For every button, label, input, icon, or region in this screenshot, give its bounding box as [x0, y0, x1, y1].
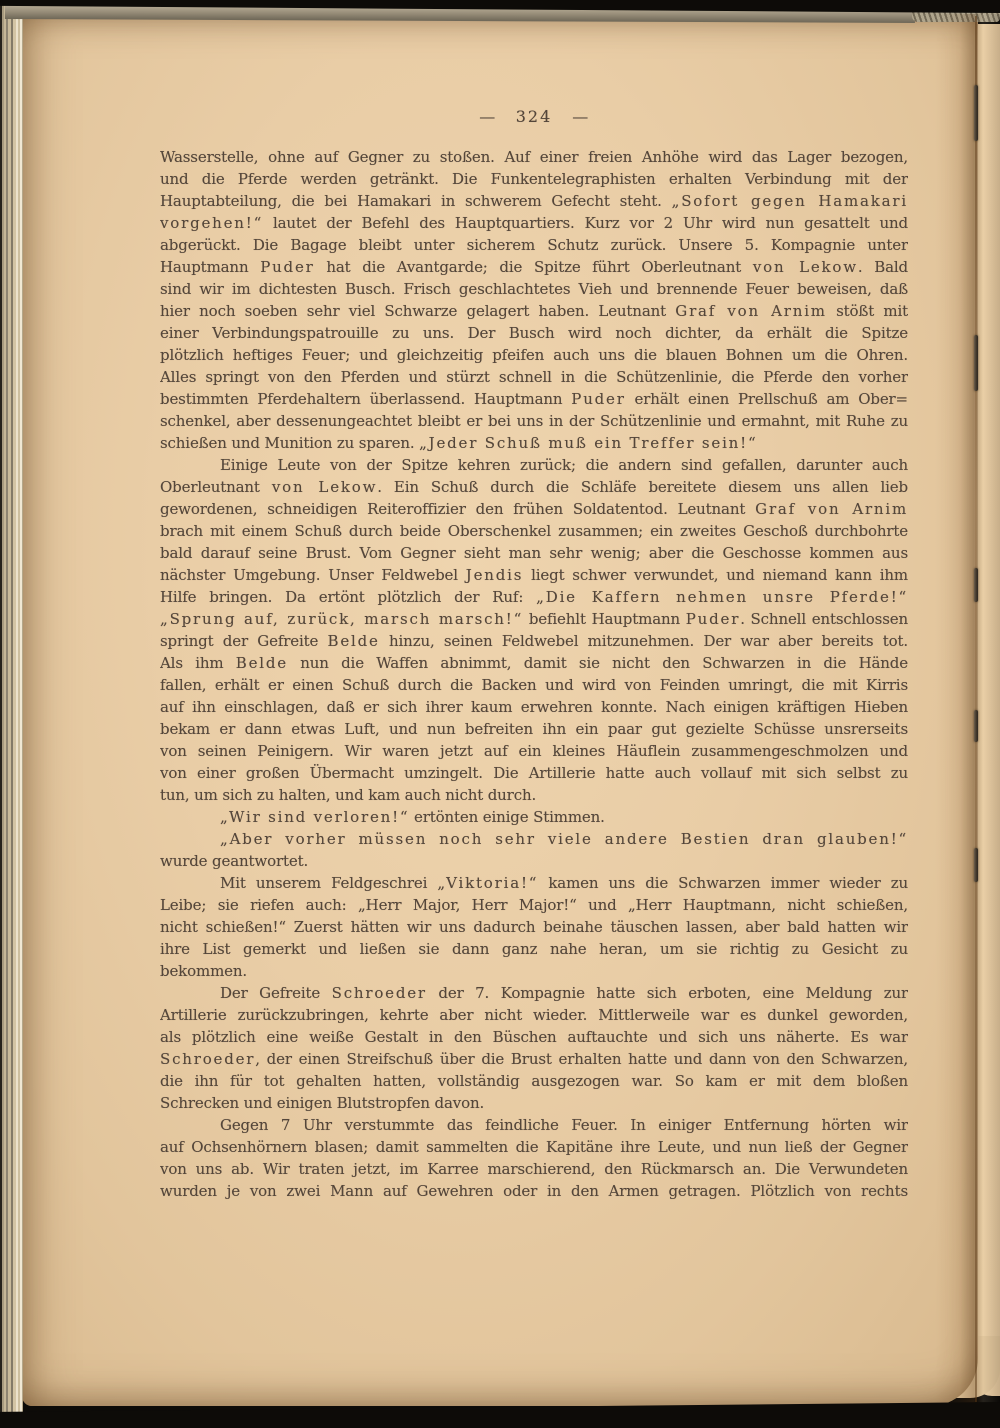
text-line: gewordenen, schneidigen Reiteroffizier den frühen Soldatentod. Leutnant Graf von Arnim — [160, 500, 908, 518]
letterspaced-text: Belde — [235, 654, 288, 672]
binding-stitch — [974, 335, 978, 391]
letterspaced-text: „Wir sind verloren!“ — [220, 808, 410, 826]
letterspaced-text: „Jeder Schuß muß ein Treffer sein!“ — [419, 434, 758, 452]
text-line: Schrecken und einigen Blutstropfen davon. — [160, 1094, 485, 1112]
letterspaced-text: Puder — [685, 610, 741, 628]
text-line: bekommen. — [160, 962, 248, 980]
text-line: schenkel, aber dessenungeachtet bleibt er bei uns in der Schützenlinie und ermahnt, mit Ruhe zu — [160, 412, 908, 430]
text-line: Hauptmann Puder hat die Avantgarde; die Spitze führt Oberleutnant von Lekow. Bald — [160, 258, 908, 276]
text-line: Oberleutnant von Lekow. Ein Schuß durch die Schläfe bereitete diesem uns allen lieb — [160, 478, 908, 496]
letterspaced-text: Puder — [571, 390, 626, 408]
text-line: tun, um sich zu halten, und kam auch nicht durch. — [160, 786, 537, 804]
letterspaced-text: „Aber vorher müssen noch sehr viele andere Bestien dran glauben!“ — [220, 830, 908, 848]
text-line — [160, 828, 908, 850]
paragraph — [160, 982, 908, 1114]
text-line: nächster Umgebung. Unser Feldwebel Jendis liegt schwer verwundet, und niemand kann ihm — [160, 566, 908, 584]
text-line: bald darauf seine Brust. Vom Gegner sieht man sehr wenig; aber die Geschosse kommen aus — [160, 544, 908, 562]
text-line: vorgehen!“ lautet der Befehl des Hauptquartiers. Kurz vor 2 Uhr wird nun gesattelt und — [160, 214, 908, 232]
letterspaced-text: von Lekow — [752, 258, 858, 276]
text-line: Als ihm Belde nun die Waffen abnimmt, damit sie nicht den Schwarzen in die Hände — [160, 654, 908, 672]
gutter-crease — [975, 16, 977, 1402]
letterspaced-text: Jendis — [465, 566, 524, 584]
paragraph — [160, 872, 908, 982]
page-header — [160, 106, 908, 128]
text-line: und die Pferde werden getränkt. Die Funkentelegraphisten erhalten Verbindung mit der — [160, 170, 908, 188]
text-line: springt der Gefreite Belde hinzu, seinen Feldwebel mitzunehmen. Der war aber bereits tot. — [160, 632, 908, 650]
text-line: sind wir im dichtesten Busch. Frisch geschlachtetes Vieh und brennende Feuer beweisen, daß — [160, 280, 908, 298]
text-line: „Wir sind verloren!“ ertönten einige Stimmen. — [220, 808, 605, 826]
letterspaced-text: Schroeder — [160, 1050, 256, 1068]
text-line: von einer großen Übermacht umzingelt. Die Artillerie hatte auch vollauf mit sich selbst zu — [160, 764, 908, 782]
letterspaced-text: Puder — [260, 258, 315, 276]
page-number: 324 — [515, 107, 553, 126]
letterspaced-text: Belde — [327, 632, 380, 650]
text-line: Hilfe bringen. Da ertönt plötzlich der Ruf: „Die Kaffern nehmen unsre Pferde!“ — [160, 588, 908, 606]
text-line: nicht schießen!“ Zuerst hätten wir uns dadurch beinahe täuschen lassen, aber bald hatten wir — [160, 918, 908, 936]
text-line: brach mit einem Schuß durch beide Oberschenkel zusammen; ein zweites Geschoß durchbohrte — [160, 522, 908, 540]
letterspaced-text: von Lekow — [271, 478, 378, 496]
text-line: einer Verbindungspatrouille zu uns. Der Busch wird noch dichter, da erhält die Spitze — [160, 324, 908, 342]
text-line: von uns ab. Wir traten jetzt, im Karree marschierend, den Rückmarsch an. Die Verwundeten — [160, 1160, 908, 1178]
text-line: Alles springt von den Pferden und stürzt schnell in die Schützenlinie, die Pferde den vorher — [160, 368, 908, 386]
text-line: bekam er dann etwas Luft, und nun befreiten ihn ein paar gut gezielte Schüsse unsrerseits — [160, 720, 908, 738]
text-line: ihre List gemerkt und ließen sie dann ganz nahe heran, um sie richtig zu Gesicht zu — [160, 940, 908, 958]
paragraph — [160, 828, 908, 872]
text-line: von seinen Peinigern. Wir waren jetzt auf ein kleines Häuflein zusammengeschmolzen und — [160, 742, 908, 760]
text-line: wurden je von zwei Mann auf Gewehren oder in den Armen getragen. Plötzlich von rechts — [160, 1182, 908, 1200]
text-line: bestimmten Pferdehaltern überlassend. Hauptmann Puder erhält einen Prellschuß am Ober= — [160, 390, 908, 408]
text-line: Artillerie zurückzubringen, kehrte aber nicht wieder. Mittlerweile war es dunkel geworden, — [160, 1006, 908, 1024]
text-line: auf Ochsenhörnern blasen; damit sammelten die Kapitäne ihre Leute, und nun ließ der Gegner — [160, 1138, 908, 1156]
letterspaced-text: Graf von Arnim — [755, 500, 908, 518]
text-block — [160, 146, 908, 1202]
header-dash-right: — — [572, 107, 589, 126]
text-line: Leibe; sie riefen auch: „Herr Major, Herr Major!“ und „Herr Hauptmann, nicht schießen, — [160, 896, 908, 914]
paragraph — [160, 146, 908, 454]
text-line: die ihn für tot gehalten hatten, vollständig ausgezogen war. So kam er mit dem bloßen — [160, 1072, 908, 1090]
binding-stitch — [974, 85, 978, 141]
text-line: auf ihn einschlagen, daß er sich ihrer kaum erwehren konnte. Nach einigen kräftigen Hieben — [160, 698, 908, 716]
text-line: „Sprung auf, zurück, marsch marsch!“ befiehlt Hauptmann Puder. Schnell entschlossen — [160, 610, 908, 628]
text-line: fallen, erhält er einen Schuß durch die Backen und wird von Feinden umringt, die mit Kirris — [160, 676, 908, 694]
binding-stitch — [974, 710, 978, 742]
letterspaced-text: vorgehen!“ — [160, 214, 264, 232]
letterspaced-text: Schroeder — [331, 984, 427, 1002]
text-line: wurde geantwortet. — [160, 852, 309, 870]
paragraph — [160, 806, 908, 828]
text-line: hier noch soeben sehr viel Schwarze gelagert haben. Leutnant Graf von Arnim stößt mit — [160, 302, 908, 320]
text-line: Mit unserem Feldgeschrei „Viktoria!“ kamen uns die Schwarzen immer wieder zu — [220, 874, 908, 892]
text-line: schießen und Munition zu sparen. „Jeder Schuß muß ein Treffer sein!“ — [160, 434, 758, 452]
paragraph — [160, 1114, 908, 1202]
header-dash-left: — — [479, 107, 496, 126]
page-content — [160, 0, 908, 1202]
paragraph — [160, 454, 908, 806]
text-line: als plötzlich eine weiße Gestalt in den Büschen auftauchte und sich uns näherte. Es war — [160, 1028, 908, 1046]
letterspaced-text: „Sprung auf, zurück, marsch marsch!“ — [160, 610, 524, 628]
letterspaced-text: „Die Kaffern nehmen unsre Pferde!“ — [536, 588, 908, 606]
letterspaced-text: Graf von Arnim — [675, 302, 827, 320]
text-line: Gegen 7 Uhr verstummte das feindliche Feuer. In einiger Entfernung hörten wir — [220, 1116, 908, 1134]
letterspaced-text: „Viktoria!“ — [437, 874, 539, 892]
text-line: plötzlich heftiges Feuer; und gleichzeitig pfeifen auch uns die blauen Bohnen um die Ohren. — [160, 346, 908, 364]
text-line: abgerückt. Die Bagage bleibt unter sicherem Schutz zurück. Unsere 5. Kompagnie unter — [160, 236, 908, 254]
page-edge-stack-left — [0, 4, 23, 1412]
letterspaced-text: „Sofort gegen Hamakari — [671, 192, 908, 210]
text-line: Der Gefreite Schroeder der 7. Kompagnie hatte sich erboten, eine Meldung zur — [220, 984, 908, 1002]
binding-stitch — [974, 848, 978, 882]
text-line: Hauptabteilung, die bei Hamakari in schwerem Gefecht steht. „Sofort gegen Hamakari — [160, 192, 908, 210]
binding-stitch — [974, 568, 978, 602]
text-line: Einige Leute von der Spitze kehren zurück; die andern sind gefallen, darunter auch — [220, 456, 908, 474]
text-line: Schroeder, der einen Streifschuß über die Brust erhalten hatte und dann von den Schwarzen, — [160, 1050, 908, 1068]
text-line: Wasserstelle, ohne auf Gegner zu stoßen. Auf einer freien Anhöhe wird das Lager bezogen, — [160, 148, 908, 166]
